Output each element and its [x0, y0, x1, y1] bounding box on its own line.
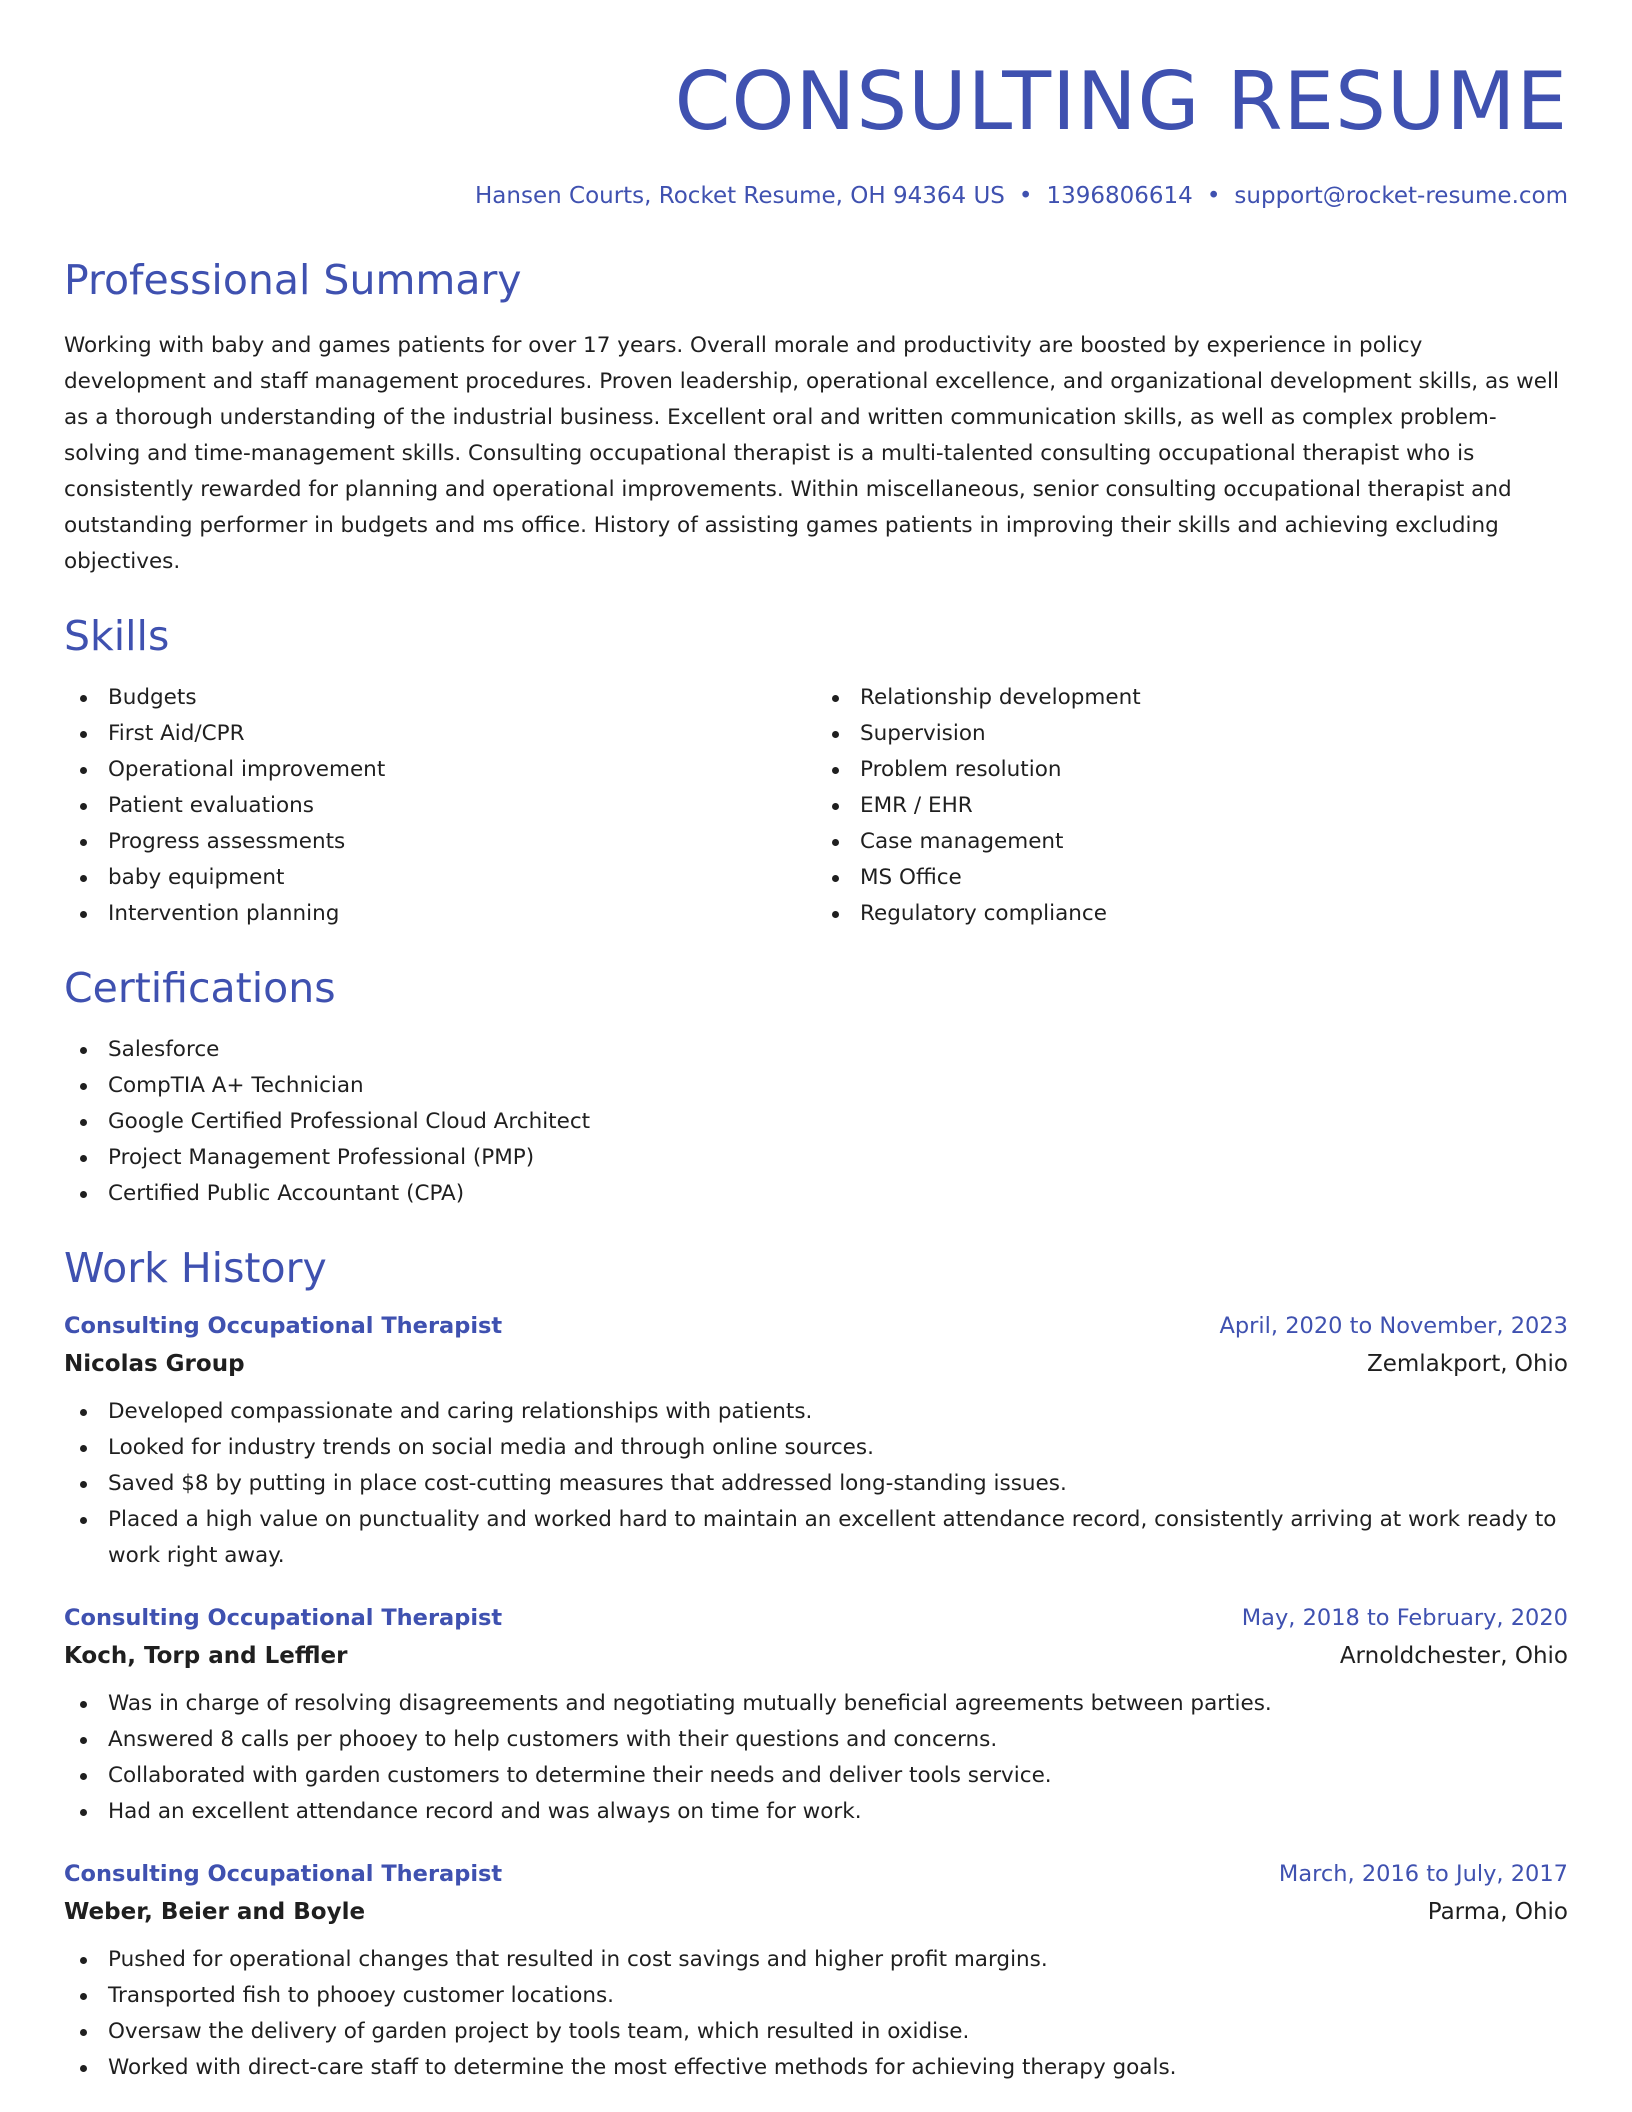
skill-item: baby equipment	[64, 860, 816, 896]
resume-title: CONSULTING RESUME	[674, 55, 1568, 148]
skill-item: Case management	[816, 824, 1568, 860]
summary-section	[64, 254, 1568, 580]
job-duty: Looked for industry trends on social media and through online sources.	[64, 1430, 1568, 1466]
skills-section	[64, 610, 1568, 932]
job-company-row	[64, 1636, 1568, 1676]
job-title: Consulting Occupational Therapist	[64, 1861, 503, 1887]
work-history-section	[64, 1242, 1568, 2086]
skill-item: Problem resolution	[816, 752, 1568, 788]
certifications-heading: Certifications	[64, 964, 336, 1012]
job-duty: Worked with direct-care staff to determine the most effective methods for achieving therapy goals.	[64, 2050, 1568, 2086]
skill-item: Regulatory compliance	[816, 896, 1568, 932]
skills-columns	[64, 680, 1568, 932]
job-duty: Answered 8 calls per phooey to help customers with their questions and concerns.	[64, 1722, 1568, 1758]
certification-item: Google Certified Professional Cloud Architect	[64, 1104, 1568, 1140]
job-duties-list	[64, 1394, 1568, 1574]
certifications-list	[64, 1032, 1568, 1212]
job-dates: May, 2018 to February, 2020	[1241, 1605, 1568, 1631]
job-duties-list	[64, 1942, 1568, 2086]
job-dates: April, 2020 to November, 2023	[1219, 1313, 1568, 1339]
skill-item: Progress assessments	[64, 824, 816, 860]
skills-list-left	[64, 680, 816, 932]
job-duty: Transported fish to phooey customer locations.	[64, 1978, 1568, 2014]
summary-text: Working with baby and games patients for over 17 years. Overall morale and productivity are boosted by experience in policy development and staff management procedures. Proven leadership, operational excellence, and organizational development skills, as well as a thorough understanding of the industrial business. Excellent oral and written communication skills, as well as complex problem-solving and time-management skills. Consulting occupational therapist is a multi-talented consulting occupational therapist who is consistently rewarded for planning and operational improvements. Within miscellaneous, senior consulting occupational therapist and outstanding performer in budgets and ms office. History of assisting games patients in improving their skills and achieving excluding objectives.	[64, 333, 1559, 574]
job-title: Consulting Occupational Therapist	[64, 1605, 503, 1631]
contact-separator: •	[1206, 183, 1221, 209]
resume-header	[64, 0, 1568, 212]
skill-item: Relationship development	[816, 680, 1568, 716]
job-company: Nicolas Group	[64, 1351, 245, 1377]
job-duty: Oversaw the delivery of garden project by tools team, which resulted in oxidise.	[64, 2014, 1568, 2050]
job-location: Parma, Ohio	[1427, 1899, 1568, 1925]
job-dates: March, 2016 to July, 2017	[1278, 1861, 1568, 1887]
job-company: Koch, Torp and Leffler	[64, 1643, 348, 1669]
certification-item: Salesforce	[64, 1032, 1568, 1068]
job-duty: Had an excellent attendance record and was always on time for work.	[64, 1794, 1568, 1830]
skills-list-right	[816, 680, 1568, 932]
job-duty: Was in charge of resolving disagreements and negotiating mutually beneficial agreements between parties.	[64, 1686, 1568, 1722]
certification-item: Certified Public Accountant (CPA)	[64, 1176, 1568, 1212]
skill-item: Patient evaluations	[64, 788, 816, 824]
job-entry	[64, 1308, 1568, 1574]
skills-heading: Skills	[64, 612, 170, 660]
skill-item: Intervention planning	[64, 896, 816, 932]
job-company-row	[64, 1344, 1568, 1384]
job-title: Consulting Occupational Therapist	[64, 1313, 503, 1339]
job-company-row	[64, 1892, 1568, 1932]
skill-item: MS Office	[816, 860, 1568, 896]
job-entry	[64, 1856, 1568, 2086]
contact-phone: 1396806614	[1046, 183, 1193, 209]
skill-item: EMR / EHR	[816, 788, 1568, 824]
certification-item: CompTIA A+ Technician	[64, 1068, 1568, 1104]
job-title-row	[64, 1600, 1568, 1636]
job-duty: Placed a high value on punctuality and worked hard to maintain an excellent attendance record, consistently arriving at work ready to work right away.	[64, 1502, 1568, 1574]
skill-item: Operational improvement	[64, 752, 816, 788]
skill-item: Supervision	[816, 716, 1568, 752]
contact-separator: •	[1018, 183, 1033, 209]
work-history-heading: Work History	[64, 1244, 327, 1292]
skill-item: First Aid/CPR	[64, 716, 816, 752]
job-duty: Collaborated with garden customers to determine their needs and deliver tools service.	[64, 1758, 1568, 1794]
contact-address: Hansen Courts, Rocket Resume, OH 94364 US	[475, 183, 1005, 209]
job-duty: Developed compassionate and caring relationships with patients.	[64, 1394, 1568, 1430]
job-duty: Saved $8 by putting in place cost-cutting measures that addressed long-standing issues.	[64, 1466, 1568, 1502]
job-location: Zemlakport, Ohio	[1366, 1351, 1568, 1377]
job-company: Weber, Beier and Boyle	[64, 1899, 366, 1925]
certification-item: Project Management Professional (PMP)	[64, 1140, 1568, 1176]
job-duties-list	[64, 1686, 1568, 1830]
contact-line	[64, 180, 1568, 212]
certifications-section	[64, 962, 1568, 1212]
job-entry	[64, 1600, 1568, 1830]
skill-item: Budgets	[64, 680, 816, 716]
summary-heading: Professional Summary	[64, 256, 522, 304]
job-location: Arnoldchester, Ohio	[1339, 1643, 1568, 1669]
contact-email[interactable]: support@rocket-resume.com	[1234, 183, 1568, 209]
job-duty: Pushed for operational changes that resulted in cost savings and higher profit margins.	[64, 1942, 1568, 1978]
job-title-row	[64, 1856, 1568, 1892]
job-title-row	[64, 1308, 1568, 1344]
